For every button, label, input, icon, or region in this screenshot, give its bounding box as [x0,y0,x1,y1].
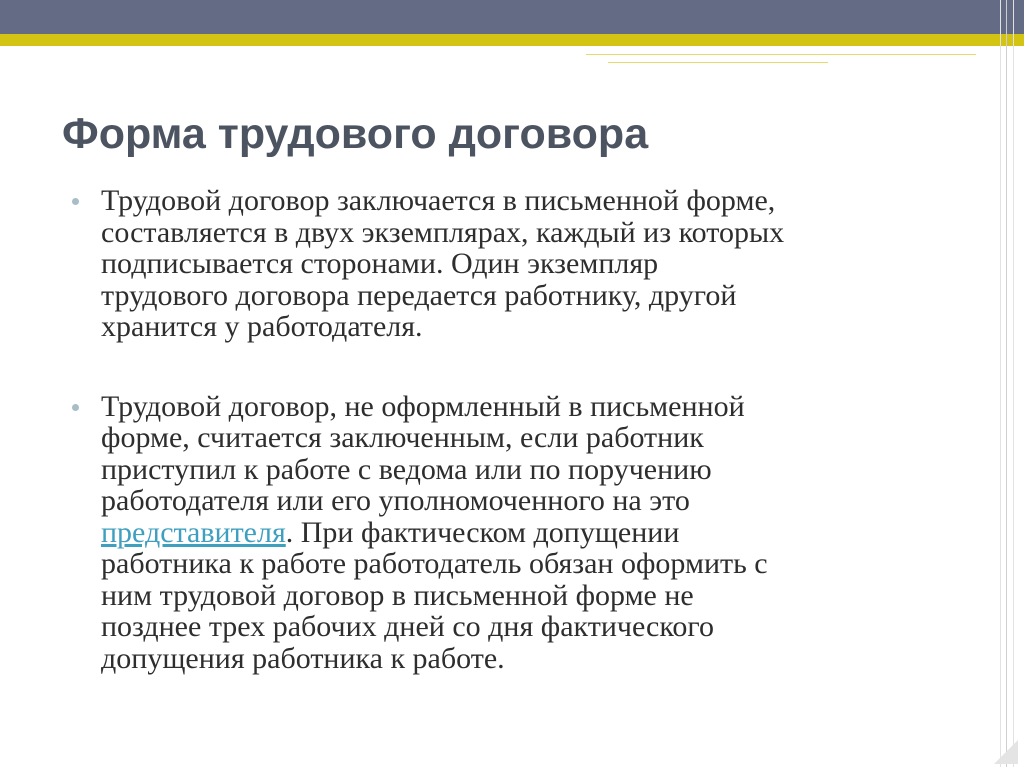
text-line: подписывается сторонами. Один экземпляр [101,247,659,280]
page-edge-line [1006,0,1007,767]
top-band-gray [0,0,1024,34]
slide-title: Форма трудового договора [62,110,649,158]
top-band-yellow [0,34,1024,46]
accent-line [586,54,976,55]
text-line: составляется в двух экземплярах, каждый из которых [101,215,785,249]
text-line: приступил к работе с ведома или по поручению [101,452,712,486]
text-after-link: . При фактическом допущении [285,515,680,549]
text-line: работодателя или его уполномоченного на это [101,484,690,517]
text-line: допущения работника к работе. [101,641,505,675]
text-line: хранится у работодателя. [101,310,423,343]
representative-link[interactable]: представителя [101,515,286,549]
page-fold-shadow [994,740,1018,764]
text-line: работника к работе работодатель обязан оформить с [101,547,768,580]
text-line: Трудовой договор заключается в письменной форме, [101,184,776,217]
bullet-item [72,391,977,675]
bullet-list [72,185,977,674]
accent-line [608,62,828,63]
page-edge-line [1013,0,1014,767]
text-line-with-link [101,517,977,549]
text-line: форме, считается заключенным, если работник [101,421,704,454]
text-line: позднее трех рабочих дней со дня фактического [101,610,714,643]
text-line: ним трудовой договор в письменной форме не [101,578,694,612]
page-edge-line [1000,0,1001,767]
bullet-item [72,185,977,343]
bullet-dot-icon [72,198,79,205]
text-line: трудового договора передается работнику, другой [101,278,737,312]
bullet-dot-icon [72,404,79,411]
text-line: Трудовой договор, не оформленный в письменной [101,389,745,423]
